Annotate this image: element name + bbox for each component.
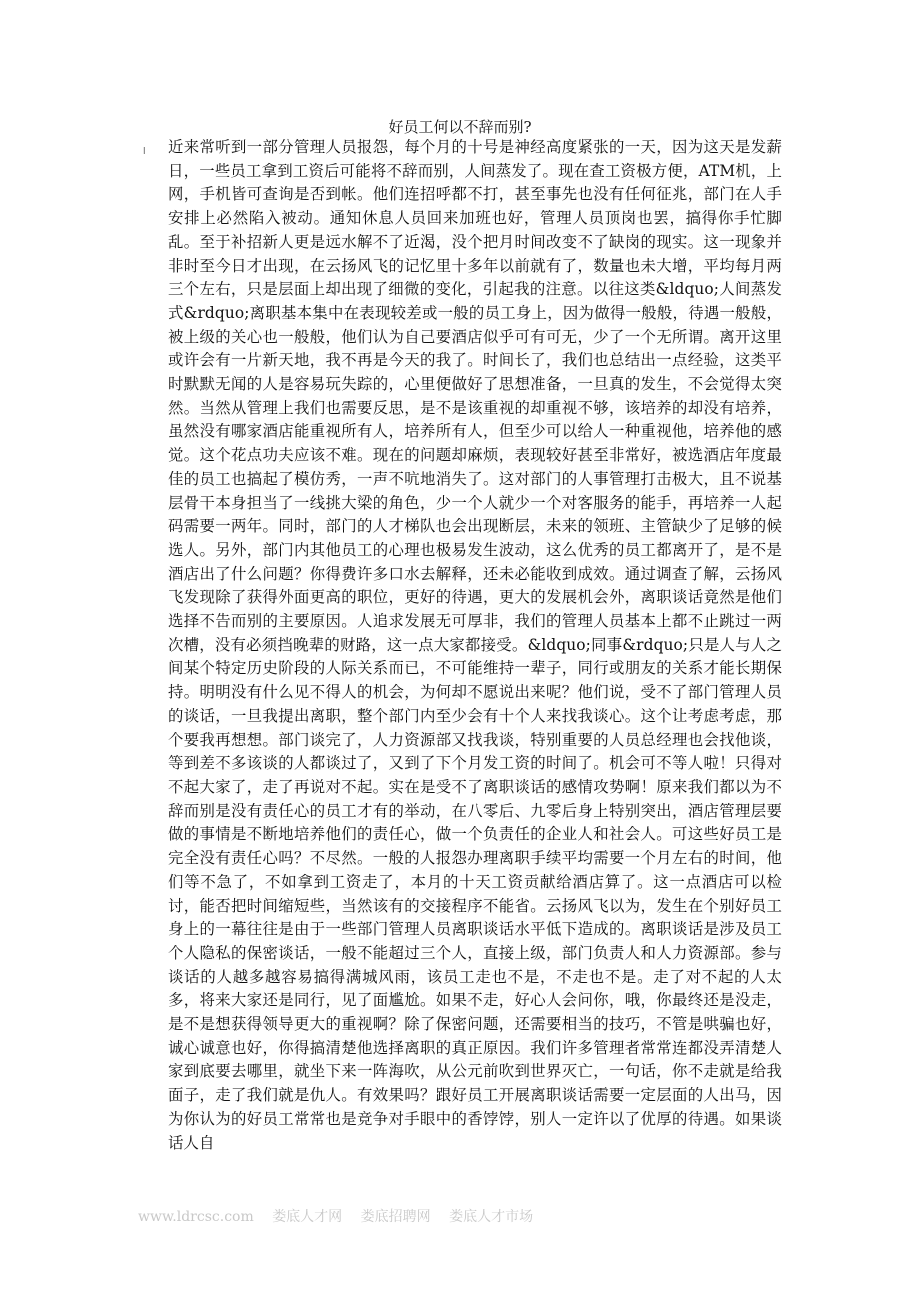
footer-market-name: 娄底人才市场 [449, 1209, 534, 1225]
footer-recruit-name: 娄底招聘网 [360, 1209, 431, 1225]
page-footer [138, 1206, 547, 1226]
list-bullet-marker: l [143, 147, 146, 157]
footer-url: www.ldrcsc.com [138, 1209, 254, 1225]
document-title: 好员工何以不辞而别? [388, 118, 532, 136]
footer-site-name: 娄底人才网 [272, 1209, 343, 1225]
article-body: 近来常听到一部分管理人员报怨，每个月的十号是神经高度紧张的一天，因为这天是发薪日，一些员工拿到工资后可能将不辞而别，人间蒸发了。现在查工资极方便，ATM机，上网，手机皆可查询是否到帐。他们连招呼都不打，甚至事先也没有任何征兆，部门在人手安排上必然陷入被动。通知休息人员回来加班也好，管理人员顶岗也罢，搞得你手忙脚乱。至于补招新人更是远水解不了近渴，没个把月时间改变不了缺岗的现实。这一现象并非时至今日才出现，在云扬风飞的记忆里十多年以前就有了，数量也未大增，平均每月两三个左右，只是层面上却出现了细微的变化，引起我的注意。以往这类&ldquo;人间蒸发式&rdquo;离职基本集中在表现较差或一般的员工身上，因为做得一般般，待遇一般般，被上级的关心也一般般，他们认为自己要酒店似乎可有可无，少了一个无所谓。离开这里或许会有一片新天地，我不再是今天的我了。时间长了，我们也总结出一点经验，这类平时默默无闻的人是容易玩失踪的，心里便做好了思想准备，一旦真的发生，不会觉得太突然。当然从管理上我们也需要反思，是不是该重视的却重视不够，该培养的却没有培养，虽然没有哪家酒店能重视所有人，培养所有人，但至少可以给人一种重视他，培养他的感觉。这个花点功夫应该不难。现在的问题却麻烦，表现较好甚至非常好，被选酒店年度最佳的员工也搞起了模仿秀，一声不吭地消失了。这对部门的人事管理打击极大，且不说基层骨干本身担当了一线挑大梁的角色，少一个人就少一个对客服务的能手，再培养一人起码需要一两年。同时，部门的人才梯队也会出现断层，未来的领班、主管缺少了足够的候选人。另外，部门内其他员工的心理也极易发生波动，这么优秀的员工都离开了，是不是酒店出了什么问题？你得费许多口水去解释，还未必能收到成效。通过调查了解，云扬风飞发现除了获得外面更高的职位，更好的待遇，更大的发展机会外，离职谈话竟然是他们选择不告而别的主要原因。人追求发展无可厚非，我们的管理人员基本上都不止跳过一两次槽，没有必须挡晚辈的财路，这一点大家都接受。&ldquo;同事&rdquo;只是人与人之间某个特定历史阶段的人际关系而已，不可能维持一辈子，同行或朋友的关系才能长期保持。明明没有什么见不得人的机会，为何却不愿说出来呢？他们说，受不了部门管理人员的谈话，一旦我提出离职，整个部门内至少会有十个人来找我谈心。这个让考虑考虑，那个要我再想想。部门谈完了，人力资源部又找我谈，特别重要的人员总经理也会找他谈，等到差不多该谈的人都谈过了，又到了下个月发工资的时间了。机会可不等人啦！只得对不起大家了，走了再说对不起。实在是受不了离职谈话的感情攻势啊！原来我们都以为不辞而别是没有责任心的员工才有的举动，在八零后、九零后身上特别突出，酒店管理层要做的事情是不断地培养他们的责任心，做一个负责任的企业人和社会人。可这些好员工是完全没有责任心吗？不尽然。一般的人报怨办理离职手续平均需要一个月左右的时间，他们等不急了，不如拿到工资走了，本月的十天工资贡献给酒店算了。这一点酒店可以检讨，能否把时间缩短些，当然该有的交接程序不能省。云扬风飞以为，发生在个别好员工身上的一幕往往是由于一些部门管理人员离职谈话水平低下造成的。离职谈话是涉及员工个人隐私的保密谈话，一般不能超过三个人，直接上级，部门负责人和人力资源部。参与谈话的人越多越容易搞得满城风雨，该员工走也不是，不走也不是。走了对不起的人太多，将来大家还是同行，见了面尴尬。如果不走，好心人会问你，哦，你最终还是没走，是不是想获得领导更大的重视啊？除了保密问题，还需要相当的技巧，不管是哄骗也好，诚心诚意也好，你得搞清楚他选择离职的真正原因。我们许多管理者常常连都没弄清楚人家到底要去哪里，就坐下来一阵海吹，从公元前吹到世界灭亡，一句话，你不走就是给我面子，走了我们就是仇人。有效果吗？跟好员工开展离职谈话需要一定层面的人出马，因为你认为的好员工常常也是竞争对手眼中的香饽饽，别人一定许以了优厚的待遇。如果谈话人自 [168, 138, 782, 1152]
